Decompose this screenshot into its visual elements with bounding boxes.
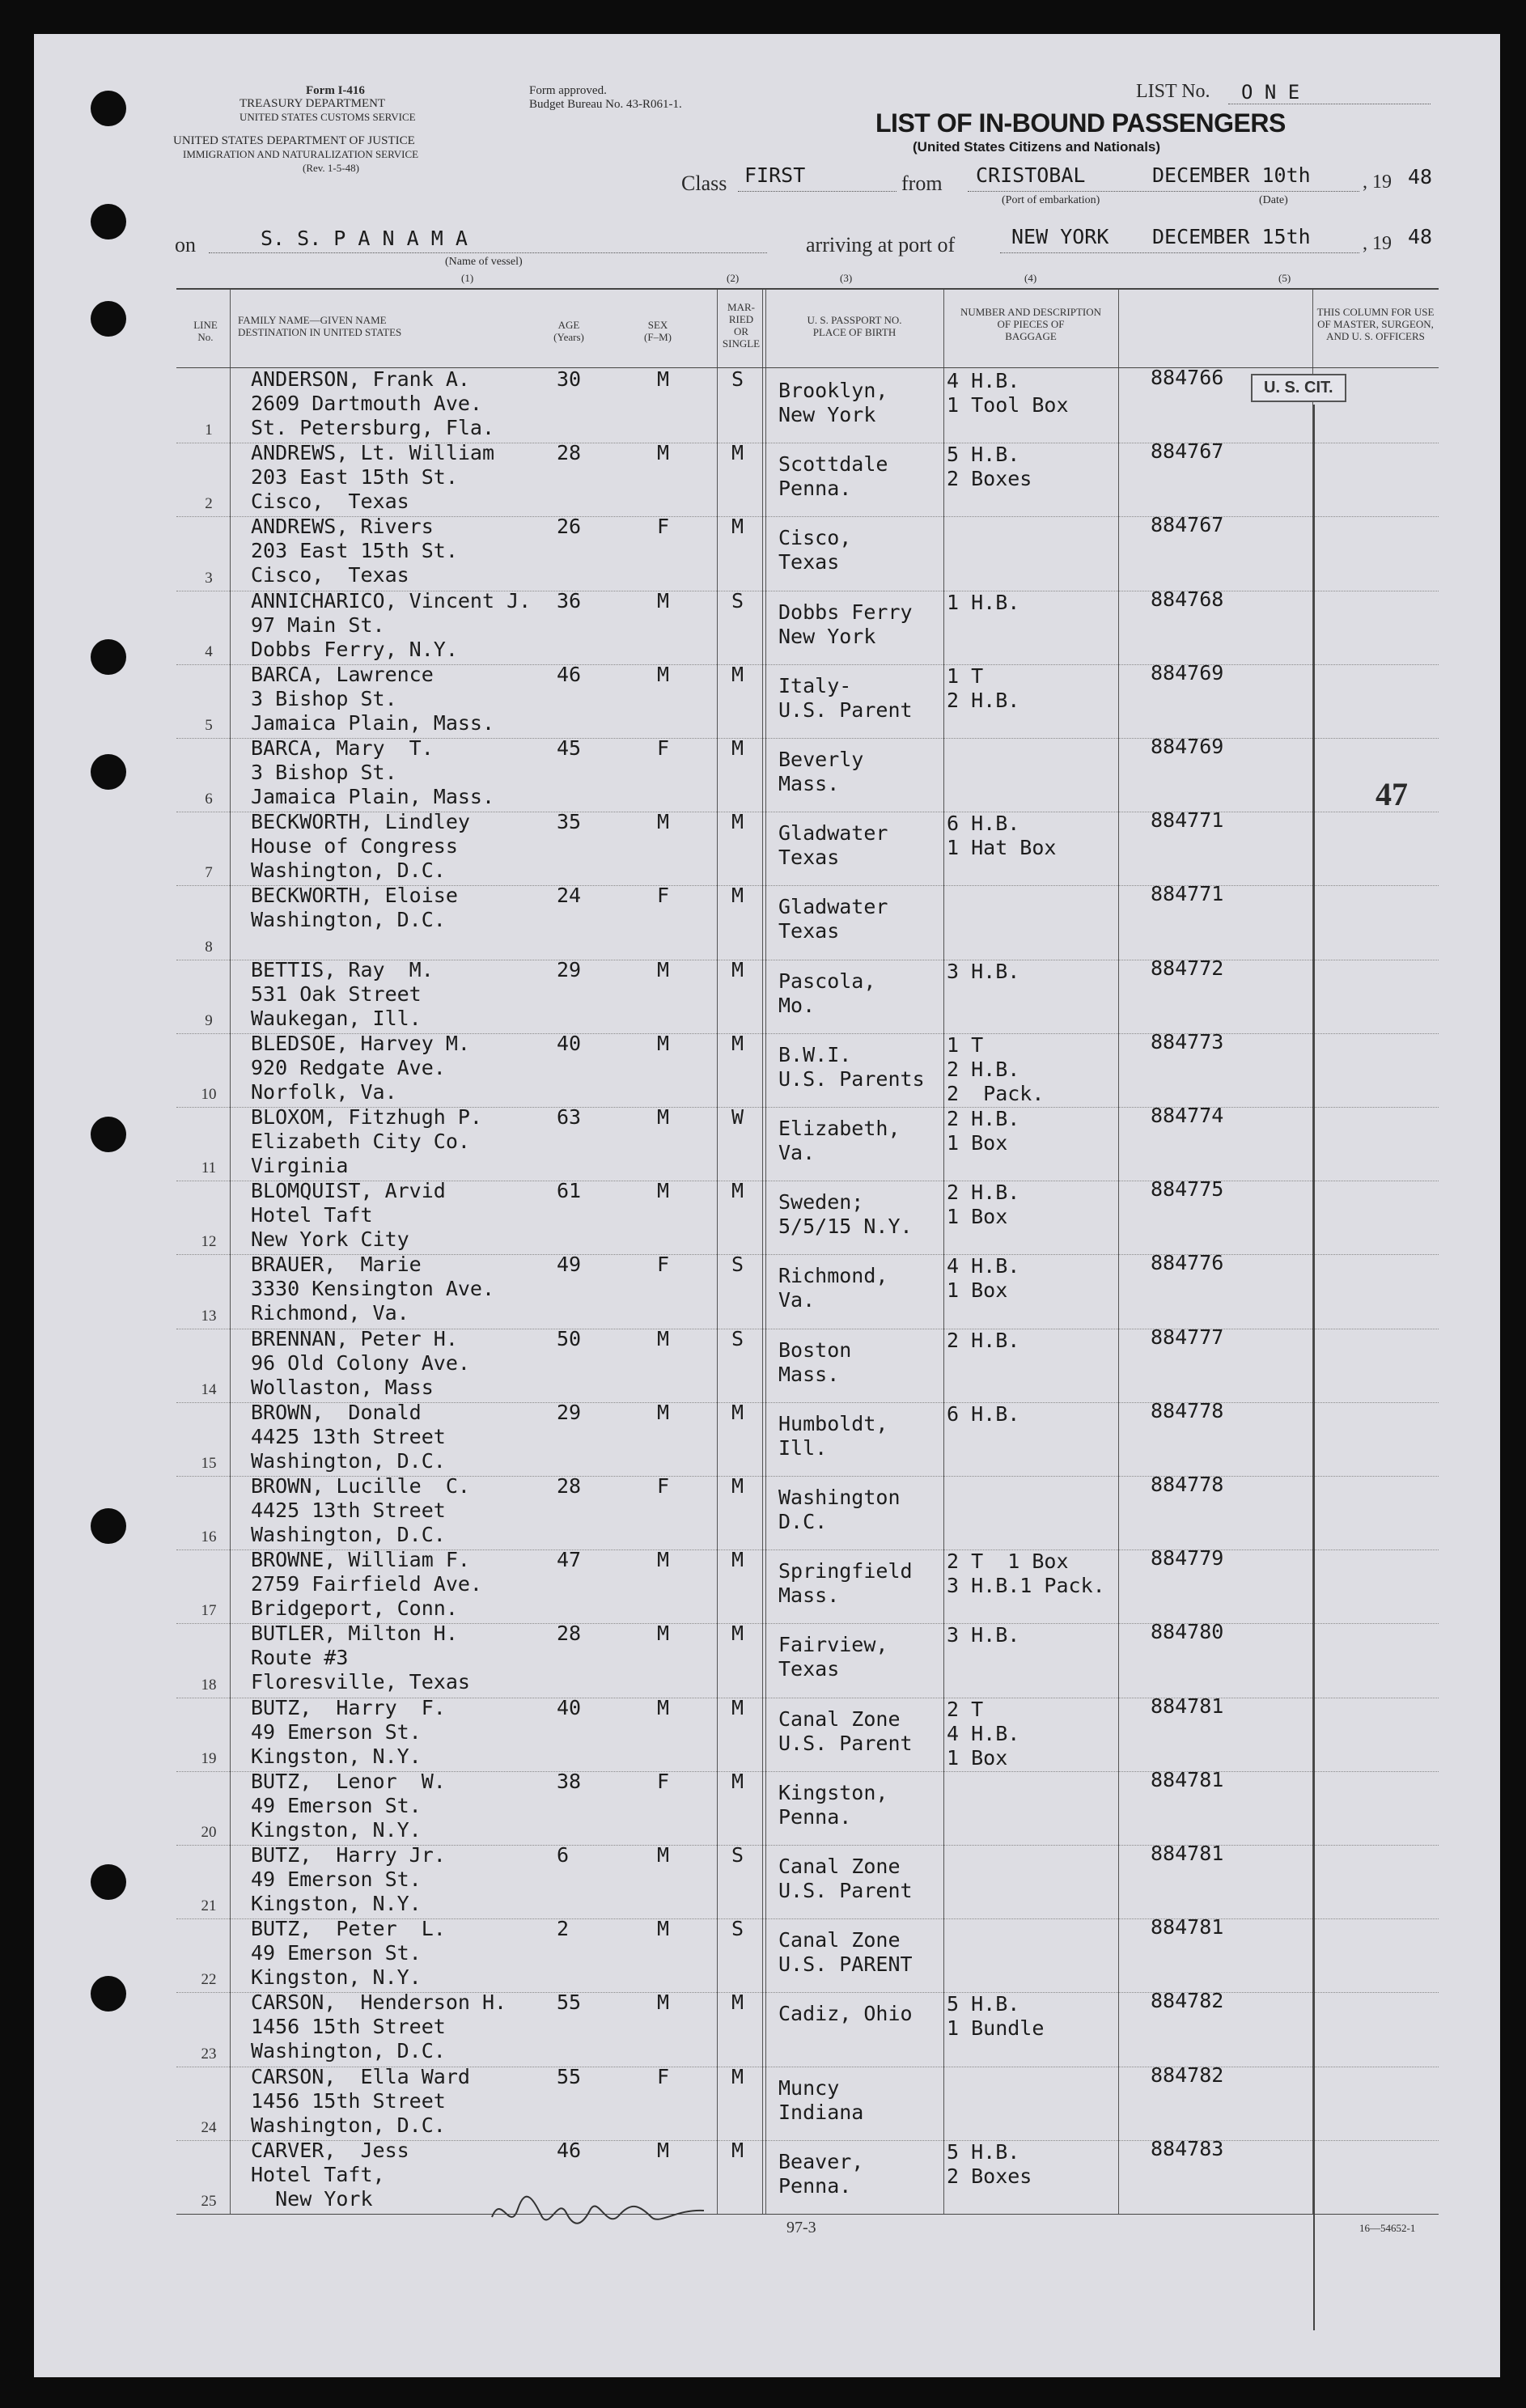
- line-number: 4: [205, 642, 213, 660]
- baggage-cell: 2 H.B. 1 Box: [947, 1107, 1020, 1155]
- birthplace-cell: Canal Zone U.S. PARENT: [778, 1928, 913, 1977]
- birthplace-cell: Beverly Mass.: [778, 748, 864, 795]
- baggage-cell: 6 H.B. 1 Hat Box: [947, 812, 1057, 860]
- age-cell: 24: [557, 884, 582, 908]
- table-row: [176, 1915, 1439, 1993]
- passenger-name-address: BUTZ, Lenor W. 49 Emerson St. Kingston, N.Y.: [251, 1769, 446, 1842]
- table-row: [176, 2136, 1439, 2214]
- marital-status-cell: S: [731, 367, 744, 391]
- passenger-name-address: BLOMQUIST, Arvid Hotel Taft New York City: [251, 1179, 446, 1252]
- age-cell: 29: [557, 1400, 582, 1424]
- sex-cell: M: [657, 1843, 670, 1867]
- passenger-name-address: ANDERSON, Frank A. 2609 Dartmouth Ave. St. Petersburg, Fla.: [251, 367, 495, 439]
- baggage-cell: 5 H.B. 1 Bundle: [947, 1992, 1045, 2041]
- punch-hole: [91, 1976, 126, 2012]
- passenger-name-address: CARSON, Henderson H. 1456 15th Street Washington, D.C.: [251, 1990, 507, 2063]
- ticket-number-cell: 884781: [1151, 1767, 1224, 1791]
- passenger-name-address: BECKWORTH, Eloise Washington, D.C.: [251, 884, 458, 932]
- passenger-name-address: BUTZ, Harry F. 49 Emerson St. Kingston, N.Y.: [251, 1695, 446, 1768]
- marital-status-cell: S: [731, 1326, 744, 1350]
- table-row: [176, 587, 1439, 665]
- baggage-cell: 1 T 2 H.B.: [947, 663, 1020, 712]
- line-number: 24: [201, 2118, 217, 2136]
- header-officers: THIS COLUMN FOR USE OF MASTER, SURGEON, AND U. S. OFFICERS: [1316, 306, 1435, 342]
- marital-status-cell: M: [731, 1622, 744, 1646]
- approval-line-1: Form approved.: [529, 84, 607, 97]
- marital-status-cell: M: [731, 810, 744, 834]
- on-label: on: [175, 233, 196, 256]
- line-number: 13: [201, 1307, 217, 1325]
- passenger-name-address: BROWN, Lucille C. 4425 13th Street Washington, D.C.: [251, 1474, 470, 1546]
- sex-cell: M: [657, 1622, 670, 1646]
- baggage-cell: 4 H.B. 1 Tool Box: [947, 369, 1069, 417]
- sex-cell: M: [657, 1031, 670, 1055]
- col-number-3: (3): [840, 272, 853, 284]
- sex-cell: F: [657, 1769, 670, 1793]
- embarkation-date: DECEMBER 10th: [1152, 163, 1311, 187]
- marital-status-cell: M: [731, 441, 744, 465]
- table-row: [176, 366, 1439, 443]
- sex-cell: F: [657, 1253, 670, 1277]
- line-number: 10: [201, 1085, 217, 1103]
- bottom-note: 97-3: [786, 2219, 816, 2236]
- marital-status-cell: M: [731, 515, 744, 539]
- birthplace-cell: Gladwater Texas: [778, 895, 888, 943]
- table-row: [176, 1398, 1439, 1477]
- passenger-name-address: BUTLER, Milton H. Route #3 Floresville, Texas: [251, 1622, 470, 1694]
- marital-status-cell: M: [731, 1400, 744, 1424]
- list-no-label: LIST No.: [1136, 81, 1210, 102]
- sex-cell: M: [657, 810, 670, 834]
- table-row: [176, 1104, 1439, 1181]
- sex-cell: M: [657, 1917, 670, 1941]
- marital-status-cell: M: [731, 662, 744, 686]
- baggage-cell: 2 T 4 H.B. 1 Box: [947, 1697, 1020, 1770]
- age-cell: 46: [557, 662, 582, 686]
- arrival-underline: [1000, 252, 1359, 253]
- revision: (Rev. 1-5-48): [303, 162, 359, 174]
- punch-hole: [91, 301, 126, 337]
- ticket-number-cell: 884782: [1151, 2062, 1224, 2087]
- list-no-value: O N E: [1241, 81, 1300, 104]
- marital-status-cell: M: [731, 736, 744, 760]
- punch-hole: [91, 91, 126, 126]
- age-cell: 26: [557, 515, 582, 539]
- line-number: 8: [205, 938, 213, 956]
- ticket-number-cell: 884769: [1151, 660, 1224, 685]
- punch-hole: [91, 1508, 126, 1544]
- ticket-number-cell: 884769: [1151, 735, 1224, 758]
- marital-status-cell: M: [731, 1695, 744, 1719]
- age-cell: 36: [557, 588, 582, 613]
- col-number-2: (2): [727, 272, 740, 284]
- marital-status-cell: S: [731, 1917, 744, 1941]
- line-number: 19: [201, 1749, 217, 1767]
- ticket-number-cell: 884783: [1151, 2136, 1224, 2160]
- age-cell: 47: [557, 1548, 582, 1572]
- ticket-number-cell: 884771: [1151, 882, 1224, 906]
- line-number: 5: [205, 716, 213, 734]
- citizen-stamp: U. S. CIT.: [1251, 374, 1346, 402]
- passenger-name-address: BUTZ, Peter L. 49 Emerson St. Kingston, N.Y.: [251, 1917, 446, 1990]
- header-age: AGE (Years): [553, 319, 584, 343]
- line-number: 21: [201, 1897, 217, 1915]
- birthplace-cell: Italy- U.S. Parent: [778, 673, 913, 722]
- line-number: 2: [205, 495, 213, 513]
- birthplace-cell: Scottdale Penna.: [778, 452, 888, 501]
- sex-cell: M: [657, 1548, 670, 1572]
- passenger-table: [176, 288, 1439, 2215]
- punch-hole: [91, 204, 126, 240]
- age-cell: 40: [557, 1695, 582, 1719]
- baggage-cell: 2 H.B. 1 Box: [947, 1181, 1020, 1229]
- line-number: 14: [201, 1380, 217, 1398]
- age-cell: 6: [557, 1843, 570, 1867]
- ticket-number-cell: 884781: [1151, 1842, 1224, 1865]
- sex-cell: M: [657, 1990, 670, 2015]
- birthplace-cell: Boston Mass.: [778, 1338, 852, 1386]
- approval-line-2: Budget Bureau No. 43-R061-1.: [529, 98, 682, 111]
- age-cell: 35: [557, 810, 582, 834]
- page-subtitle: (United States Citizens and Nationals): [913, 139, 1161, 155]
- ticket-number-cell: 884767: [1151, 513, 1224, 537]
- birthplace-cell: Cisco, Texas: [778, 526, 852, 574]
- passenger-name-address: BROWNE, William F. 2759 Fairfield Ave. Bridgeport, Conn.: [251, 1548, 482, 1621]
- dept-line-4: IMMIGRATION AND NATURALIZATION SERVICE: [183, 148, 419, 160]
- birthplace-cell: Sweden; 5/5/15 N.Y.: [778, 1190, 913, 1239]
- age-cell: 63: [557, 1105, 582, 1129]
- footer-code: 16—54652-1: [1359, 2222, 1416, 2234]
- ticket-number-cell: 884781: [1151, 1694, 1224, 1718]
- birthplace-cell: Washington D.C.: [778, 1486, 901, 1533]
- birthplace-cell: Dobbs Ferry New York: [778, 600, 913, 648]
- passenger-name-address: BRAUER, Marie 3330 Kensington Ave. Richmond, Va.: [251, 1253, 495, 1325]
- age-cell: 45: [557, 736, 582, 760]
- sex-cell: F: [657, 1474, 670, 1498]
- table-row: [176, 1546, 1439, 1624]
- vessel-name: S. S. P A N A M A: [261, 227, 468, 250]
- header-married: MAR- RIED OR SINGLE: [722, 301, 761, 350]
- marital-status-cell: S: [731, 588, 744, 613]
- table-row: [176, 1473, 1439, 1550]
- marital-status-cell: S: [731, 1843, 744, 1867]
- ticket-number-cell: 884782: [1151, 1989, 1224, 2013]
- margin-note: 47: [1376, 776, 1408, 812]
- sex-cell: M: [657, 1400, 670, 1424]
- class-label: Class: [681, 172, 727, 195]
- header-birth: U. S. PASSPORT NO. PLACE OF BIRTH: [807, 314, 902, 338]
- marital-status-cell: M: [731, 2138, 744, 2162]
- passenger-name-address: CARSON, Ella Ward 1456 15th Street Washington, D.C.: [251, 2064, 470, 2137]
- ticket-number-cell: 884767: [1151, 439, 1224, 464]
- age-cell: 61: [557, 1179, 582, 1203]
- col-number-1: (1): [461, 272, 474, 284]
- sex-cell: F: [657, 736, 670, 760]
- marital-status-cell: M: [731, 1031, 744, 1055]
- birthplace-cell: Gladwater Texas: [778, 821, 888, 870]
- age-cell: 28: [557, 1622, 582, 1646]
- ticket-number-cell: 884773: [1151, 1029, 1224, 1054]
- line-number: 3: [205, 569, 213, 587]
- baggage-cell: 2 T 1 Box 3 H.B.1 Pack.: [947, 1550, 1105, 1598]
- line-number: 9: [205, 1011, 213, 1029]
- birthplace-cell: Humboldt, Ill.: [778, 1411, 888, 1460]
- baggage-cell: 5 H.B. 2 Boxes: [947, 443, 1032, 491]
- table-row: [176, 1694, 1439, 1772]
- ticket-number-cell: 884778: [1151, 1398, 1224, 1422]
- ticket-number-cell: 884766: [1151, 366, 1224, 389]
- sex-cell: M: [657, 367, 670, 391]
- table-row: [176, 882, 1439, 960]
- table-row: [176, 660, 1439, 739]
- table-row: [176, 1842, 1439, 1919]
- header-sex: SEX (F–M): [644, 319, 672, 343]
- arrival-year-prefix: , 19: [1363, 233, 1392, 254]
- ticket-number-cell: 884777: [1151, 1325, 1224, 1349]
- arriving-label: arriving at port of: [806, 233, 956, 256]
- baggage-cell: 3 H.B.: [947, 1623, 1020, 1647]
- ticket-number-cell: 884768: [1151, 587, 1224, 611]
- table-row: [176, 1029, 1439, 1108]
- ticket-number-cell: 884780: [1151, 1620, 1224, 1644]
- birthplace-cell: Muncy Indiana: [778, 2075, 864, 2124]
- birthplace-cell: Elizabeth, Va.: [778, 1117, 901, 1164]
- sex-cell: M: [657, 441, 670, 465]
- birthplace-cell: Beaver, Penna.: [778, 2149, 864, 2198]
- punch-hole: [91, 754, 126, 790]
- ticket-number-cell: 884776: [1151, 1251, 1224, 1275]
- line-number: 6: [205, 791, 213, 808]
- table-row: [176, 439, 1439, 517]
- birthplace-cell: Pascola, Mo.: [778, 969, 876, 1017]
- age-cell: 55: [557, 2064, 582, 2088]
- header-line-no: LINE No.: [193, 319, 218, 343]
- passenger-name-address: BARCA, Lawrence 3 Bishop St. Jamaica Plain, Mass.: [251, 662, 495, 735]
- age-cell: 49: [557, 1253, 582, 1277]
- embark-port-caption: (Port of embarkation): [1002, 194, 1100, 206]
- baggage-cell: 6 H.B.: [947, 1401, 1020, 1426]
- passenger-name-address: ANDREWS, Lt. William 203 East 15th St. Cisco, Texas: [251, 441, 495, 514]
- class-underline: [738, 191, 897, 192]
- table-row: [176, 513, 1439, 591]
- table-row: [176, 1989, 1439, 2067]
- marital-status-cell: M: [731, 1548, 744, 1572]
- ticket-number-cell: 884778: [1151, 1473, 1224, 1496]
- vessel-underline: [209, 252, 767, 253]
- vessel-caption: (Name of vessel): [445, 256, 523, 268]
- marital-status-cell: M: [731, 1179, 744, 1203]
- age-cell: 2: [557, 1917, 570, 1941]
- line-number: 22: [201, 1971, 217, 1989]
- passenger-name-address: BLOXOM, Fitzhugh P. Elizabeth City Co. Virginia: [251, 1105, 482, 1177]
- sex-cell: F: [657, 884, 670, 908]
- age-cell: 30: [557, 367, 582, 391]
- sex-cell: F: [657, 515, 670, 539]
- marital-status-cell: M: [731, 2064, 744, 2088]
- passenger-name-address: CARVER, Jess Hotel Taft, New York: [251, 2138, 409, 2211]
- dept-line-1: TREASURY DEPARTMENT: [239, 97, 386, 110]
- sex-cell: M: [657, 1326, 670, 1350]
- sex-cell: M: [657, 1105, 670, 1129]
- ticket-number-cell: 884774: [1151, 1104, 1224, 1127]
- dept-line-3: UNITED STATES DEPARTMENT OF JUSTICE: [173, 134, 415, 147]
- birthplace-cell: Richmond, Va.: [778, 1264, 888, 1312]
- punch-hole: [91, 1864, 126, 1900]
- table-row: [176, 1177, 1439, 1255]
- line-number: 7: [205, 864, 213, 882]
- baggage-cell: 1 T 2 H.B. 2 Pack.: [947, 1032, 1045, 1105]
- passenger-name-address: BROWN, Donald 4425 13th Street Washington, D.C.: [251, 1400, 446, 1473]
- line-number: 17: [201, 1602, 217, 1620]
- class-value: FIRST: [744, 163, 806, 187]
- stamp-line: [1311, 405, 1317, 2330]
- marital-status-cell: S: [731, 1253, 744, 1277]
- ticket-number-cell: 884781: [1151, 1915, 1224, 1940]
- from-label: from: [901, 172, 943, 195]
- sex-cell: M: [657, 957, 670, 981]
- baggage-cell: 3 H.B.: [947, 959, 1020, 983]
- age-cell: 29: [557, 957, 582, 981]
- marital-status-cell: M: [731, 1769, 744, 1793]
- passenger-name-address: BARCA, Mary T. 3 Bishop St. Jamaica Plain, Mass.: [251, 736, 495, 808]
- embark-year-prefix: , 19: [1363, 172, 1392, 193]
- col-number-5: (5): [1278, 272, 1291, 284]
- table-row: [176, 2062, 1439, 2141]
- header-baggage: NUMBER AND DESCRIPTION OF PIECES OF BAGGAGE: [960, 306, 1102, 342]
- handwritten-signature: [485, 2185, 712, 2249]
- baggage-cell: 2 H.B.: [947, 1328, 1020, 1352]
- birthplace-cell: Canal Zone U.S. Parent: [778, 1855, 913, 1902]
- line-number: 23: [201, 2045, 217, 2062]
- sex-cell: M: [657, 662, 670, 686]
- age-cell: 55: [557, 1990, 582, 2015]
- table-row: [176, 808, 1439, 886]
- baggage-cell: 4 H.B. 1 Box: [947, 1254, 1020, 1303]
- passenger-name-address: BLEDSOE, Harvey M. 920 Redgate Ave. Norfolk, Va.: [251, 1031, 470, 1104]
- sex-cell: F: [657, 2064, 670, 2088]
- ticket-number-cell: 884771: [1151, 808, 1224, 833]
- birthplace-cell: Cadiz, Ohio: [778, 2002, 913, 2026]
- table-row: [176, 1325, 1439, 1403]
- marital-status-cell: M: [731, 957, 744, 981]
- birthplace-cell: Brooklyn, New York: [778, 379, 888, 426]
- marital-status-cell: W: [731, 1105, 744, 1129]
- age-cell: 28: [557, 441, 582, 465]
- birthplace-cell: Canal Zone U.S. Parent: [778, 1706, 913, 1755]
- birthplace-cell: Springfield Mass.: [778, 1559, 913, 1608]
- arrival-port: NEW YORK: [1011, 225, 1109, 248]
- birthplace-cell: Kingston, Penna.: [778, 1780, 888, 1829]
- header-name: FAMILY NAME—GIVEN NAME DESTINATION IN UNITED STATES: [238, 314, 402, 338]
- passenger-name-address: ANDREWS, Rivers 203 East 15th St. Cisco, Texas: [251, 515, 458, 587]
- birthplace-cell: Fairview, Texas: [778, 1633, 888, 1681]
- age-cell: 46: [557, 2138, 582, 2162]
- marital-status-cell: M: [731, 1474, 744, 1498]
- line-number: 11: [201, 1159, 217, 1177]
- arrival-year: 48: [1408, 225, 1433, 248]
- line-number: 16: [201, 1528, 217, 1546]
- passenger-name-address: ANNICHARICO, Vincent J. 97 Main St. Dobbs Ferry, N.Y.: [251, 588, 532, 661]
- birthplace-cell: B.W.I. U.S. Parents: [778, 1042, 925, 1091]
- ticket-number-cell: 884779: [1151, 1546, 1224, 1571]
- passenger-name-address: BUTZ, Harry Jr. 49 Emerson St. Kingston, N.Y.: [251, 1843, 446, 1915]
- table-row: [176, 1767, 1439, 1846]
- table-row: [176, 1251, 1439, 1329]
- page-title: LIST OF IN-BOUND PASSENGERS: [875, 108, 1286, 138]
- passenger-name-address: BRENNAN, Peter H. 96 Old Colony Ave. Wollaston, Mass: [251, 1326, 470, 1399]
- sex-cell: M: [657, 1695, 670, 1719]
- dept-line-2: UNITED STATES CUSTOMS SERVICE: [239, 111, 416, 123]
- age-cell: 38: [557, 1769, 582, 1793]
- age-cell: 28: [557, 1474, 582, 1498]
- arrival-date: DECEMBER 15th: [1152, 225, 1311, 248]
- sex-cell: M: [657, 588, 670, 613]
- sex-cell: M: [657, 1179, 670, 1203]
- passenger-name-address: BECKWORTH, Lindley House of Congress Washington, D.C.: [251, 810, 470, 883]
- ticket-number-cell: 884775: [1151, 1177, 1224, 1202]
- baggage-cell: 5 H.B. 2 Boxes: [947, 2139, 1032, 2188]
- table-row: [176, 1620, 1439, 1698]
- line-number: 25: [201, 2192, 217, 2210]
- baggage-cell: 1 H.B.: [947, 590, 1020, 614]
- line-number: 20: [201, 1823, 217, 1841]
- sex-cell: M: [657, 2138, 670, 2162]
- line-number: 1: [205, 422, 213, 439]
- line-number: 12: [201, 1233, 217, 1251]
- punch-hole: [91, 1117, 126, 1152]
- embark-year: 48: [1408, 165, 1433, 189]
- marital-status-cell: M: [731, 1990, 744, 2015]
- table-row: [176, 956, 1439, 1034]
- age-cell: 50: [557, 1326, 582, 1350]
- punch-hole: [91, 639, 126, 675]
- embark-date-caption: (Date): [1259, 194, 1288, 206]
- passenger-name-address: BETTIS, Ray M. 531 Oak Street Waukegan, Ill.: [251, 957, 434, 1030]
- col-number-4: (4): [1024, 272, 1037, 284]
- embark-underline: [968, 191, 1359, 192]
- age-cell: 40: [557, 1031, 582, 1055]
- table-row: [176, 735, 1439, 812]
- ticket-number-cell: 884772: [1151, 956, 1224, 980]
- marital-status-cell: M: [731, 884, 744, 908]
- passenger-rows: [176, 366, 1439, 2214]
- line-number: 18: [201, 1676, 217, 1694]
- form-id: Form I-416: [306, 84, 365, 97]
- line-number: 15: [201, 1454, 217, 1472]
- port-of-embarkation: CRISTOBAL: [976, 163, 1086, 187]
